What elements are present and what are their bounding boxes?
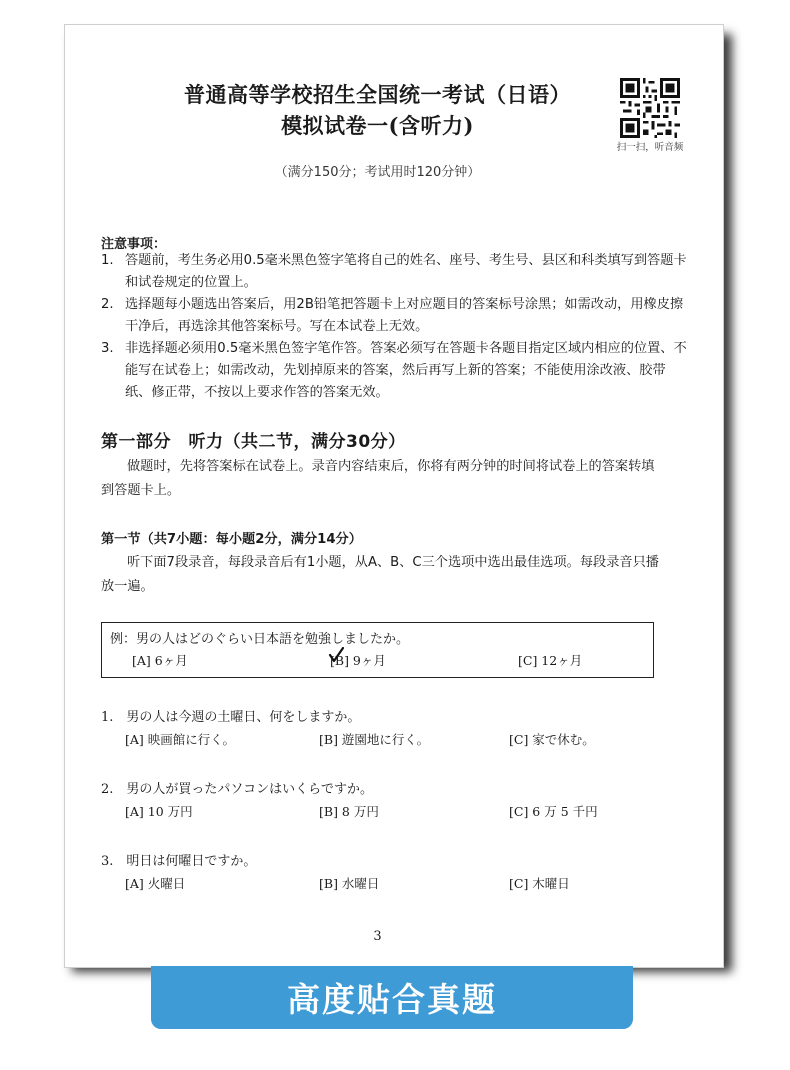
section-intro: 听下面7段录音，每段录音后有1小题，从A、B、C三个选项中选出最佳选项。每段录音只播放一遍。 <box>101 555 659 594</box>
question-stem: 3. 明日は何曜日ですか。 <box>101 854 257 869</box>
part-heading: 第一部分 听力（共二节，满分30分） <box>101 432 406 452</box>
example-box <box>101 622 654 678</box>
notice-text: 非选择题必须用0.5毫米黑色签字笔作答。答案必须写在答题卡各题目指定区域内相应的位置、不能写在试卷上；如需改动，先划掉原来的答案，然后再写上新的答案；不能使用涂改液、胶带纸、修正带，不按以上要求作答的答案无效。 <box>125 341 687 400</box>
notice-number: 3. <box>101 341 114 356</box>
option-a: [A] 10 万円 <box>125 804 193 819</box>
promo-banner <box>151 966 633 1029</box>
notice-text: 答题前，考生务必用0.5毫米黑色签字笔将自己的姓名、座号、考生号、县区和科类填写到答题卡和试卷规定的位置上。 <box>125 253 687 290</box>
banner-text: 高度贴合真题 <box>287 980 497 1019</box>
example-option-b: [B] 9ヶ月 <box>330 653 386 668</box>
exam-subtitle-title: 模拟试卷一(含听力) <box>281 113 474 138</box>
option-a: [A] 映画館に行く。 <box>125 732 236 747</box>
example-option-c: [C] 12ヶ月 <box>518 653 583 668</box>
question-stem: 1. 男の人は今週の土曜日、何をしますか。 <box>101 710 361 725</box>
notice-number: 1. <box>101 253 114 268</box>
exam-page <box>64 24 724 968</box>
notice-text: 选择题每小题选出答案后，用2B铅笔把答题卡上对应题目的答案标号涂黑；如需改动，用橡皮擦干净后，再选涂其他答案标号。写在本试卷上无效。 <box>125 297 684 334</box>
page-number: 3 <box>373 929 382 944</box>
qr-caption: 扫一扫，听音频 <box>616 142 684 153</box>
option-b: [B] 8 万円 <box>319 804 379 819</box>
section-heading: 第一节（共7小题：每小题2分，满分14分） <box>101 532 362 547</box>
notice-heading: 注意事项： <box>101 237 167 252</box>
checkmark-icon <box>328 647 344 663</box>
notice-number: 2. <box>101 297 114 312</box>
example-option-a: [A] 6ヶ月 <box>132 653 188 668</box>
exam-duration: （满分150分；考试用时120分钟） <box>274 165 481 180</box>
example-question: 例：男の人はどのぐらい日本語を勉強しましたか。 <box>110 632 410 647</box>
option-b: [B] 水曜日 <box>319 876 380 891</box>
qr-code-icon[interactable] <box>620 78 680 138</box>
part-intro: 做题时，先将答案标在试卷上。录音内容结束后，你将有两分钟的时间将试卷上的答案转填到答题卡上。 <box>101 459 655 498</box>
option-a: [A] 火曜日 <box>125 876 186 891</box>
option-c: [C] 家で休む。 <box>509 732 595 747</box>
option-c: [C] 6 万 5 千円 <box>509 804 598 819</box>
option-c: [C] 木曜日 <box>509 876 570 891</box>
exam-title: 普通高等学校招生全国统一考试（日语） <box>184 82 571 107</box>
option-b: [B] 遊園地に行く。 <box>319 732 430 747</box>
question-stem: 2. 男の人が買ったパソコンはいくらですか。 <box>101 782 374 797</box>
